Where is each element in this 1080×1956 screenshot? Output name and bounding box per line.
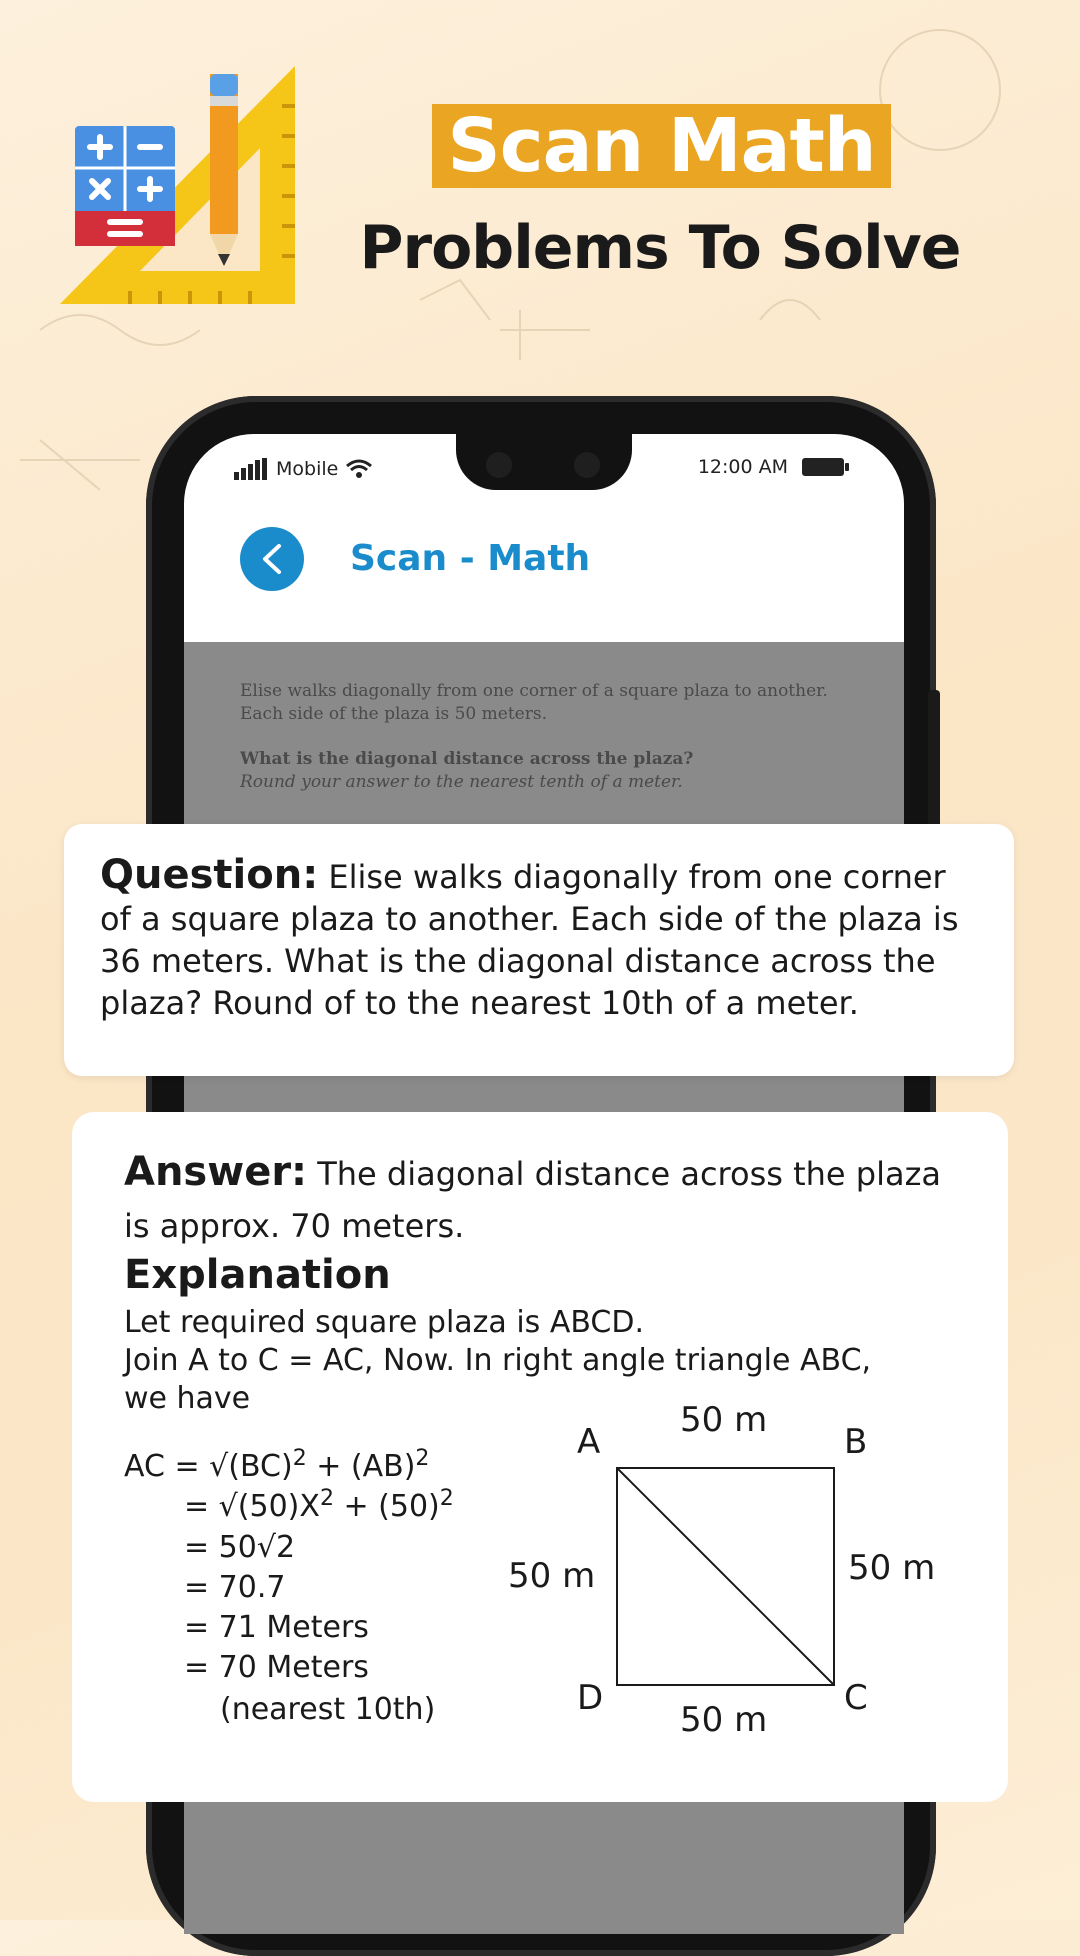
answer-card <box>72 1112 1008 1802</box>
equation-line-4: = 70.7 <box>184 1570 286 1605</box>
side-label-bottom: 50 m <box>680 1700 768 1740</box>
status-time: 12:00 AM <box>697 456 788 478</box>
carrier-label: Mobile <box>276 458 339 480</box>
battery-icon <box>802 458 844 476</box>
question-text-block <box>100 854 980 1024</box>
vertex-label-b: B <box>844 1422 868 1462</box>
signal-icon <box>234 458 268 480</box>
answer-text: The diagonal distance across the plaza is approx. 70 meters. <box>124 1155 941 1245</box>
side-label-left: 50 m <box>508 1556 596 1596</box>
phone-notch <box>456 434 632 490</box>
scanned-instruction: Round your answer to the nearest tenth of a meter. <box>240 772 683 792</box>
back-button[interactable] <box>240 527 304 591</box>
equation-line-6: = 70 Meters <box>184 1650 369 1685</box>
side-label-right: 50 m <box>848 1548 936 1588</box>
camera-icon <box>574 452 600 478</box>
app-title-banner: Scan Math <box>432 104 891 188</box>
side-label-top: 50 m <box>680 1400 768 1440</box>
question-card <box>64 824 1014 1076</box>
explanation-line: Let required square plaza is ABCD. <box>124 1305 645 1340</box>
vertex-label-a: A <box>577 1422 601 1462</box>
app-bar <box>184 434 904 642</box>
scanned-line: Elise walks diagonally from one corner of a square plaza to another. Each side of the plaza is 50 meters. <box>240 681 828 724</box>
vertex-label-c: C <box>844 1678 868 1718</box>
scanned-question: What is the diagonal distance across the plaza? <box>240 749 694 769</box>
answer-label: Answer: <box>124 1149 308 1195</box>
equation-line-7: (nearest 10th) <box>220 1692 436 1727</box>
math-logo-icon <box>60 66 310 316</box>
equation-line-2: = $√(50)X^2 + (50)^2$ <box>184 1486 454 1524</box>
equation-line-5: = 71 Meters <box>184 1610 369 1645</box>
scanned-problem-preview <box>240 680 860 794</box>
status-bar-right <box>698 456 844 478</box>
camera-icon <box>486 452 512 478</box>
explanation-line: Join A to C = AC, Now. In right angle triangle ABC, <box>124 1343 872 1378</box>
status-bar-left <box>234 458 372 480</box>
question-label: Question: <box>100 852 319 898</box>
wifi-icon <box>346 459 372 479</box>
diagonal-ac <box>617 1468 834 1685</box>
explanation-line: we have <box>124 1381 251 1416</box>
question-text: Elise walks diagonally from one corner of a square plaza to another. Each side of the plaza is 36 meters. What is the diagonal distance across the plaza? Round of to the nearest 10th of a meter. <box>100 858 959 1022</box>
explanation-title: Explanation <box>124 1252 391 1298</box>
equation-line-1: AC = √(BC)$^2$ + (AB)$^2$ <box>124 1446 430 1484</box>
back-icon <box>259 542 285 576</box>
app-subtitle: Problems To Solve <box>359 213 961 283</box>
equation-line-3: = 50√2 <box>184 1530 296 1565</box>
screen-title: Scan - Math <box>350 538 591 579</box>
vertex-label-d: D <box>577 1678 604 1718</box>
